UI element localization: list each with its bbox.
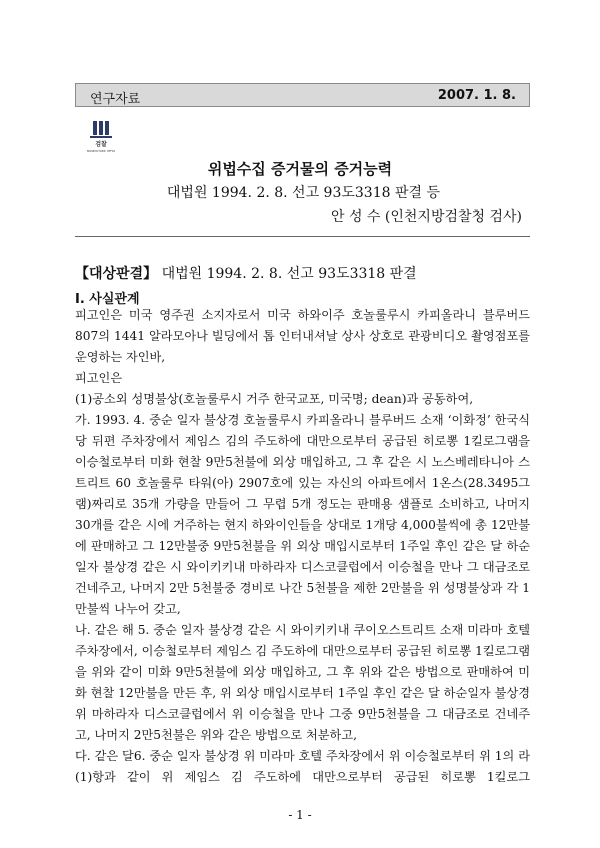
page-number: - 1 - xyxy=(288,808,312,822)
paragraph: 다. 같은 달6. 중순 일자 불상경 위 미라마 호텔 주차장에서 위 이승철로부터 위 1의 라(1)항과 같이 위 제임스 김 주도하에 대만으로부터 공급된 히로뽕 1킬로그 xyxy=(75,749,530,784)
paragraph: 가. 1993. 4. 중순 일자 불상경 호놀룰루시 카피올라니 블루버드 소재 ‘이화정’ 한국식당 뒤편 주차장에서 제임스 김의 주도하에 대만으로부터 공급된 히로뽕 1킬로그램을 이승철로부터 미화 현찰 9만5천불에 외상 매입하고, 그 후 같은 시 노스베레타니아 스트리트 60 호놀룰루 타워(아) 2907호에 있는 자신의 아파트에서 1온스(28.3495그램)짜리로 35개 가량을 만들어 그 무렵 5개 정도는 판매용 샘플로 소비하고, 나머지 30개를 같은 시에 거주하는 현지 하와이인들을 상대로 1개당 4,000불씩에 총 12만불에 판매하고 그 12만불중 9만5천불을 위 외상 매입시로부터 1주일 후인 같은 달 하순 일자 불상경 같은 시 와이키키내 마하라자 디스코클럽에서 이승철을 만나 그 대금조로 건네주고, 나머지 2만 5천불중 경비로 나간 5천불을 제한 2만불을 위 성명불상과 각 1만불씩 나누어 갖고, xyxy=(75,413,530,616)
paragraph: (1)공소외 성명불상(호놀룰루시 거주 한국교포, 미국명; dean)과 공동하여, xyxy=(75,392,474,406)
section-label: 【대상판결】 xyxy=(75,266,158,282)
header-bar xyxy=(75,83,530,107)
prosecution-service-logo-icon xyxy=(87,119,115,155)
case-citation: 대법원 1994. 2. 8. 선고 93도3318 판결 xyxy=(161,266,417,282)
svg-text:PROSECUTORS' OFFICE: PROSECUTORS' OFFICE xyxy=(87,150,115,153)
document-title: 위법수집 증거물의 증거능력 xyxy=(207,160,393,178)
section-heading xyxy=(75,263,417,283)
document-date: 2007. 1. 8. xyxy=(437,88,516,103)
document-subtitle: 대법원 1994. 2. 8. 선고 93도3318 판결 등 xyxy=(166,185,440,201)
document-type-label: 연구자료 xyxy=(90,92,141,107)
document-body xyxy=(75,305,530,788)
paragraph: 나. 같은 해 5. 중순 일자 불상경 같은 시 와이키키내 쿠이오스트리트 소재 미라마 호텔 주차장에서, 이승철로부터 제임스 김 주도하에 대만으로부터 공급된 히로뽕 1킬로그램을 위와 같이 미화 9만5천불에 외상 매입하고, 그 후 위와 같은 방법으로 판매하여 미화 현찰 12만불을 만든 후, 위 외상 매입시로부터 1주일 후인 같은 달 하순일자 불상경 위 마하라자 디스코클럽에서 위 이승철을 만나 그중 9만5천불을 그 대금조로 건네주고, 나머지 2만5천불은 위와 같은 방법으로 처분하고, xyxy=(75,623,530,742)
paragraph: 피고인은 미국 영주권 소지자로서 미국 하와이주 호놀룰루시 카피올라니 블루버드 807의 1441 알라모아나 빌딩에서 톱 인터내셔날 상사 상호로 관광비디오 촬영점포를 운영하는 자인바, xyxy=(75,308,530,364)
svg-text:검찰: 검찰 xyxy=(95,141,107,148)
subsection-heading: Ⅰ. 사실관계 xyxy=(75,292,140,307)
document-author: 안 성 수 (인천지방검찰청 검사) xyxy=(330,209,522,225)
divider xyxy=(75,236,530,237)
paragraph: 피고인은 xyxy=(75,371,123,385)
